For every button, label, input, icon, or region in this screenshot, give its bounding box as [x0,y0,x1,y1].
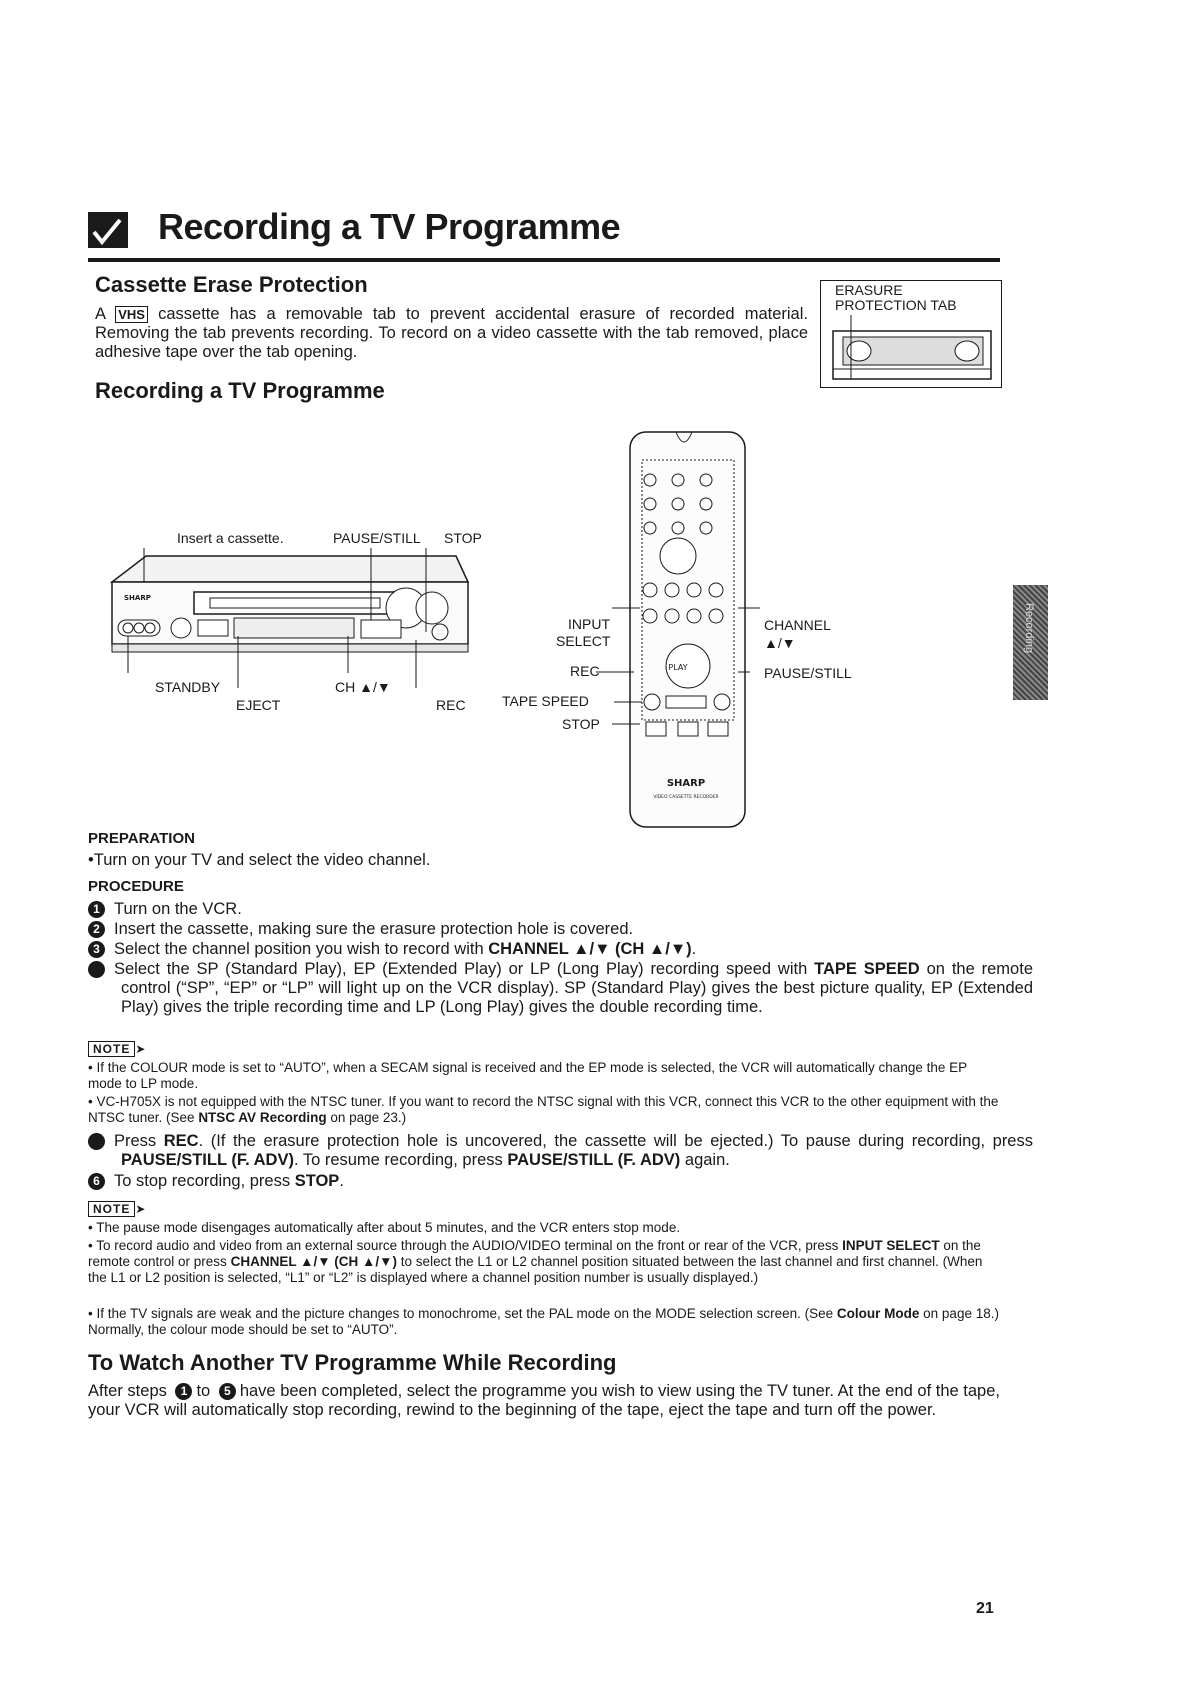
step-number-5: 5 [88,1133,105,1150]
remote-sub-brand: VIDEO CASSETTE RECORDER [653,795,719,800]
remote-stop-label: STOP [562,716,600,732]
cassette-text-rest: cassette has a removable tab to prevent accidental erasure of recorded material. Removing the tab prevents recording. To record on a video cassette with the tab removed, place adhesive tape over the tab opening. [95,305,808,361]
remote-brand: SHARP [666,778,706,789]
remote-pause-label: PAUSE/STILL [764,665,852,681]
note-1-bullet-1: • If the COLOUR mode is set to “AUTO”, when a SECAM signal is received and the EP mode is selected, the VCR will automatically change the EP mode to LP mode. [88,1060,967,1091]
step-4-text: Select the SP (Standard Play), EP (Extended Play) or LP (Long Play) recording speed with [114,960,808,978]
note-2-b3-bold: Colour Mode [836,1306,920,1321]
note-1-arrow: ➤ [135,1042,146,1056]
step-5-pause: PAUSE/STILL (F. ADV) [121,1151,294,1169]
channel-label-1: CHANNEL [764,617,831,633]
watch-to: to [196,1382,211,1400]
procedure-heading: PROCEDURE [88,878,184,895]
step-number-4: 4 [88,961,105,978]
preparation-heading: PREPARATION [88,830,195,847]
note-2-arrow: ➤ [135,1202,146,1216]
page-title: Recording a TV Programme [158,206,621,247]
step-4-bold: TAPE SPEED [814,960,920,978]
erasure-tab-figure [820,280,1002,388]
step-5 [76,1132,1033,1170]
recording-heading: Recording a TV Programme [95,378,385,403]
input-select-label [556,616,610,650]
erasure-label-1: ERASURE [835,282,903,298]
cassette-drawing [821,281,1001,387]
stop-label: STOP [444,530,482,546]
watch-step-1: 1 [175,1383,192,1400]
vcr-drawing [106,548,486,688]
step-4-post: on the remote control (“SP”, “EP” or “LP” will light up on the VCR display). SP (Standard Play) gives the best picture quality, EP (Extended Play) gives the triple recording time and LP (Long Play) gives the double recording time. [121,960,1033,1016]
note-2-b2-bold2: CHANNEL ▲/▼ (CH ▲/▼) [230,1254,398,1269]
note-1-b2-bold: NTSC AV Recording [198,1110,327,1125]
note-1-tag: NOTE [88,1041,135,1057]
eject-label: EJECT [236,697,281,713]
title-rule [88,258,1000,262]
step-6 [88,1172,1000,1191]
preparation-item: •Turn on your TV and select the video channel. [88,851,431,869]
note-2-bullet-1: • The pause mode disengages automatically after about 5 minutes, and the VCR enters stop mode. [88,1220,681,1235]
step-2-text: Insert the cassette, making sure the erasure protection hole is covered. [114,920,634,938]
step-5-pause2: PAUSE/STILL (F. ADV) [507,1151,681,1169]
note-2-b2-post: to select the L1 or L2 channel position situated between the last channel and first channel. (When the L1 or L2 position is selected, “L1” or “L2” is displayed where a channel position number is usually displayed.) [88,1254,983,1285]
vhs-logo: VHS [115,306,148,323]
step-6-bold: STOP [294,1172,340,1190]
step-3-text: Select the channel position you wish to record with [114,940,484,958]
note-2-bullet-3 [88,1306,1000,1338]
note-1-b2-pre: • VC-H705X is not equipped with the NTSC tuner. If you want to record the NTSC signal with this VCR, connect this VCR to the other equipment with the NTSC tuner. (See [88,1094,999,1125]
step-4 [76,960,1033,1017]
input-label-2: SELECT [556,633,611,649]
note-1-bullet-2 [88,1094,1000,1126]
step-3-post: . [691,940,697,958]
step-5-mid2: . To resume recording, press [293,1151,503,1169]
step-number-3: 3 [88,941,105,958]
step-5-post: again. [684,1151,730,1169]
vcr-brand: SHARP [124,594,151,602]
side-tab-text: Recording [1023,603,1035,654]
recording-icon [88,212,128,248]
step-number-2: 2 [88,921,105,938]
watch-pre: After steps [88,1382,167,1400]
watch-step-5: 5 [219,1383,236,1400]
note-2-b3-post: on page 18.) Normally, the colour mode should be set to “AUTO”. [88,1306,999,1337]
watch-heading: To Watch Another TV Programme While Recording [88,1350,617,1375]
watch-post: have been completed, select the programme you wish to view using the TV tuner. At the end of the tape, your VCR will automatically stop recording, rewind to the beginning of the tape, eject the tape and turn off the power. [88,1382,1000,1419]
cassette-text-a: A [95,305,106,323]
step-6-post: . [339,1172,344,1190]
note-2-tag: NOTE [88,1201,135,1217]
step-5-mid: . (If the erasure protection hole is uncovered, the cassette will be ejected.) To pause during recording, press [198,1132,1033,1150]
step-2 [88,920,1000,939]
rec-label: REC [436,697,466,713]
cassette-heading: Cassette Erase Protection [95,272,368,297]
remote-play-text: PLAY [668,663,688,672]
cassette-text [95,305,808,362]
note-2-bullet-2 [88,1238,1000,1286]
page-number: 21 [976,1600,994,1617]
channel-label-2: ▲/▼ [764,635,796,651]
note-2-b2-bold1: INPUT SELECT [842,1238,940,1253]
step-3-bold: CHANNEL ▲/▼ (CH ▲/▼) [488,940,692,958]
channel-label [764,616,831,652]
step-5-rec: REC [163,1132,199,1150]
erasure-label-2: PROTECTION TAB [835,297,957,313]
step-number-1: 1 [88,901,105,918]
insert-label: Insert a cassette. [177,530,284,546]
step-number-6: 6 [88,1173,105,1190]
note-1-tag-wrap [88,1040,145,1058]
watch-text [88,1382,1000,1420]
note-2-b2-mid: on the remote control or press [88,1238,981,1269]
tape-speed-label: TAPE SPEED [502,693,589,709]
input-label-1: INPUT [568,616,610,632]
pause-still-label: PAUSE/STILL [333,530,421,546]
note-2-b2-pre: • To record audio and video from an external source through the AUDIO/VIDEO terminal on the front or rear of the VCR, press [88,1238,839,1253]
standby-label: STANDBY [155,679,221,695]
note-2-tag-wrap [88,1200,145,1218]
ch-label: CH ▲/▼ [335,679,391,695]
step-6-pre: To stop recording, press [114,1172,291,1190]
note-1-b2-post: on page 23.) [330,1110,407,1125]
step-1-text: Turn on the VCR. [114,900,242,918]
step-3 [88,940,1000,959]
section-side-tab [1013,585,1048,700]
note-2-b3-pre: • If the TV signals are weak and the picture changes to monochrome, set the PAL mode on the MODE selection screen. (See [88,1306,834,1321]
step-5-pre: Press [114,1132,157,1150]
step-1 [88,900,1000,919]
remote-rec-label: REC [570,663,600,679]
